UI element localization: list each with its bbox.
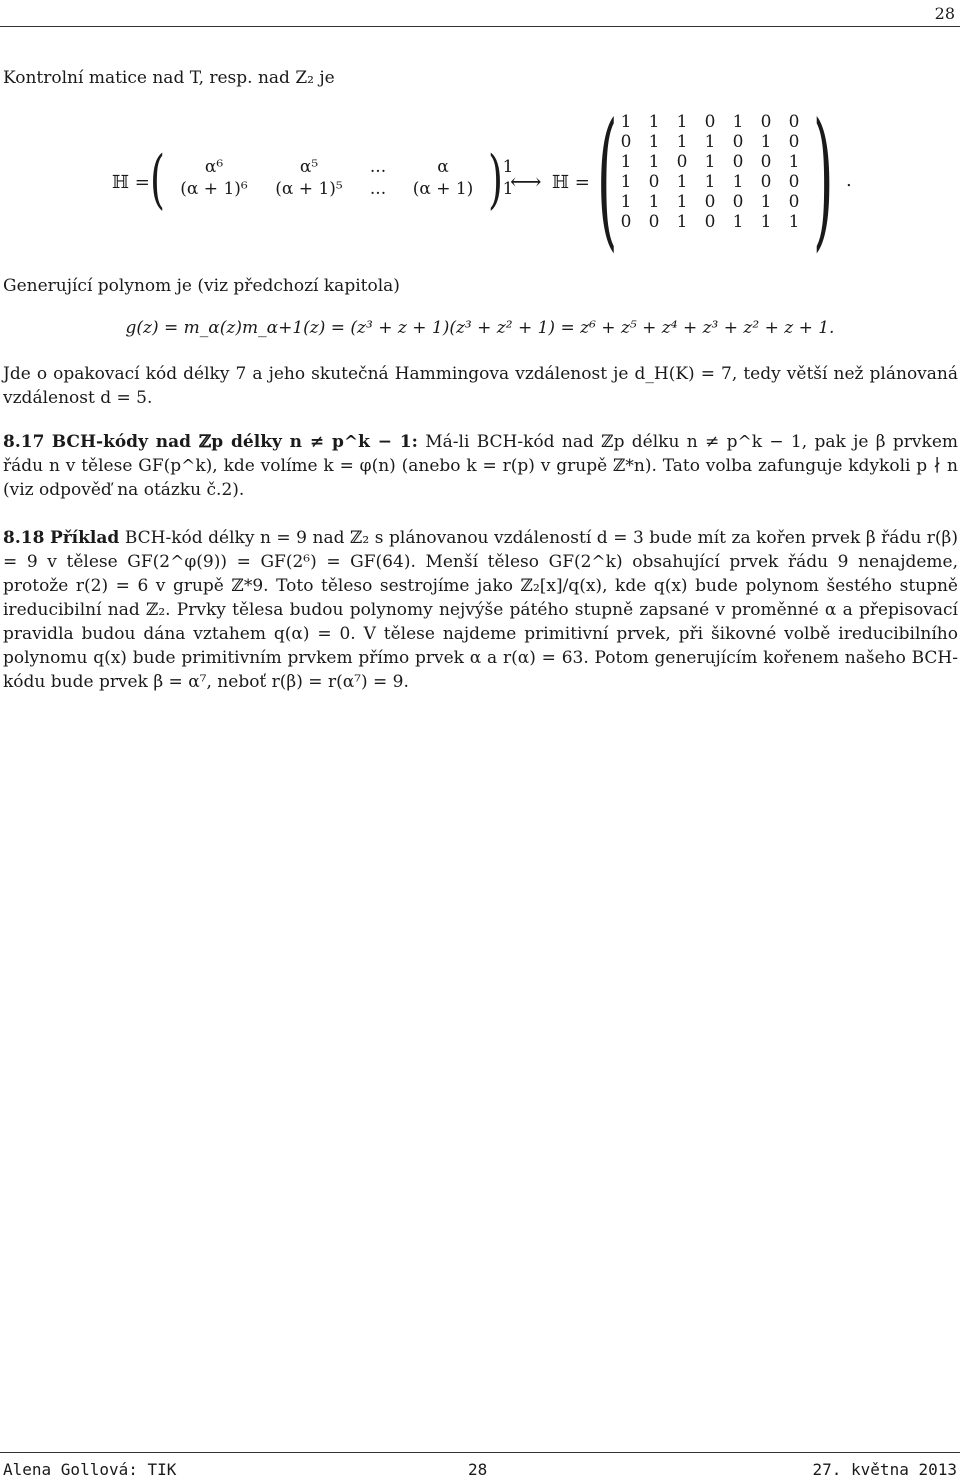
matrix-small-cell: ...	[369, 179, 387, 199]
generator-formula: g(z) = m_α(z)m_α+1(z) = (z³ + z + 1)(z³ + z² + 1) = z⁶ + z⁵ + z⁴ + z³ + z² + z + 1.	[125, 318, 835, 338]
header-rule	[0, 26, 960, 27]
matrix-big-cell: 1	[648, 192, 660, 212]
matrix-big-cell: 0	[788, 172, 800, 192]
matrix-big-right-paren: )	[813, 92, 834, 266]
page-number: 28	[934, 4, 955, 23]
matrix-big-cell: 1	[760, 192, 772, 212]
matrix-big-cell: 1	[620, 192, 632, 212]
section-8-17-text: Má-li BCH-kód nad ℤp délku n ≠ p^k − 1, pak je β prvkem řádu n v tělese GF(p^k), kde volíme k = φ(n) (anebo k = r(p) v grupě ℤ*n). Tato volba zafunguje kdykoli p ∤ n (viz odpověď na otázku č.2).	[3, 432, 958, 500]
matrix-small-right-paren: )	[488, 143, 503, 217]
matrix-big-cell: 1	[620, 172, 632, 192]
matrix-small-cell: ...	[369, 157, 387, 177]
matrix-big-cell: 1	[704, 152, 716, 172]
matrix-big-cell: 0	[788, 192, 800, 212]
matrix-big-cell: 0	[732, 132, 744, 152]
matrix-big-cell: 1	[704, 172, 716, 192]
equivalence-arrow: ⟷	[510, 170, 542, 195]
matrix-big-cell: 0	[620, 132, 632, 152]
matrix-small-cell: 1	[502, 157, 514, 177]
matrix-small	[168, 157, 528, 199]
matrix-small-cell: (α + 1)⁶	[180, 179, 248, 199]
matrix-big-cell: 0	[620, 212, 632, 232]
section-8-17	[3, 430, 958, 502]
matrix-big-cell: 0	[788, 112, 800, 132]
matrix-big-cell: 0	[788, 132, 800, 152]
section-8-17-title: BCH-kódy nad ℤp délky n ≠ p^k − 1:	[51, 432, 418, 452]
matrix-big-cell: 0	[732, 192, 744, 212]
matrix-big-cell: 1	[732, 112, 744, 132]
generator-intro: Generující polynom je (viz předchozí kapitola)	[3, 276, 400, 296]
section-8-18-number: 8.18	[3, 528, 45, 548]
section-8-18-text: BCH-kód délky n = 9 nad ℤ₂ s plánovanou vzdáleností d = 3 bude mít za kořen prvek β řádu r(β) = 9 v tělese GF(2^φ(9)) = GF(2⁶) = GF(64). Menší těleso GF(2^k) obsahující prvek řádu 9 nenajdeme, protože r(2) = 6 v grupě ℤ*9. Toto těleso sestrojíme jako ℤ₂[x]/q(x), kde q(x) bude polynom šestého stupně ireducibilní nad ℤ₂. Prvky tělesa budou polynomy nejvýše pátého stupně zapsané v proměnné α a přepisovací pravidla budou dána vztahem q(α) = 0. V tělese najdeme primitivní prvek, při šikovné volbě ireducibilního polynomu q(x) bude primitivním prvkem přímo prvek α a r(α) = 63. Potom generujícím kořenem našeho BCH-kódu bude prvek β = α⁷, neboť r(β) = r(α⁷) = 9.	[3, 528, 959, 692]
matrix-big-cell: 0	[732, 152, 744, 172]
matrix-small-cell: (α + 1)⁵	[275, 179, 343, 199]
matrix-big-cell: 0	[760, 172, 772, 192]
matrix-big-cell: 1	[788, 152, 800, 172]
matrix-big-cell: 1	[788, 212, 800, 232]
matrix-big-cell: 1	[676, 192, 688, 212]
section-8-17-number: 8.17	[3, 432, 45, 452]
matrix-small-cell: α⁵	[299, 157, 319, 177]
matrix-big-label: ℍ =	[552, 172, 590, 193]
matrix-big-cell: 0	[648, 172, 660, 192]
section-8-18	[3, 526, 958, 694]
matrix-big-cell: 1	[760, 132, 772, 152]
matrix-big-cell: 1	[648, 112, 660, 132]
matrix-big-cell: 1	[676, 172, 688, 192]
matrix-big-cell: 1	[676, 132, 688, 152]
footer-date: 27. května 2013	[812, 1460, 957, 1479]
matrix-small-cell: 1	[502, 179, 514, 199]
matrix-big	[612, 112, 808, 232]
matrix-big-cell: 0	[648, 212, 660, 232]
footer	[0, 1460, 960, 1478]
matrix-big-cell: 1	[648, 152, 660, 172]
matrix-small-cell: α	[437, 157, 449, 177]
matrix-big-cell: 1	[620, 152, 632, 172]
section-8-18-title: Příklad	[49, 528, 120, 548]
footer-author: Alena Gollová: TIK	[3, 1460, 177, 1479]
matrix-big-cell: 1	[676, 112, 688, 132]
matrix-big-cell: 0	[760, 152, 772, 172]
matrix-small-left-paren: (	[150, 143, 165, 217]
matrix-big-cell: 1	[704, 132, 716, 152]
matrix-small-label: ℍ =	[112, 172, 150, 193]
matrix-big-cell: 0	[704, 192, 716, 212]
matrix-big-cell: 1	[648, 132, 660, 152]
matrix-big-cell: 1	[676, 212, 688, 232]
matrix-big-cell: 0	[676, 152, 688, 172]
matrix-big-cell: 1	[732, 172, 744, 192]
matrix-small-cell: α⁶	[204, 157, 224, 177]
matrix-big-left-paren: (	[597, 92, 618, 266]
matrix-big-cell: 1	[732, 212, 744, 232]
hamming-paragraph: Jde o opakovací kód délky 7 a jeho skutečná Hammingova vzdálenost je d_H(K) = 7, tedy větší než plánovaná vzdálenost d = 5.	[3, 364, 958, 408]
matrix-big-cell: 1	[620, 112, 632, 132]
matrix-big-cell: 0	[704, 112, 716, 132]
matrix-small-cell: (α + 1)	[412, 179, 474, 199]
matrix-big-cell: 1	[760, 212, 772, 232]
footer-page: 28	[468, 1460, 488, 1479]
matrix-big-period: .	[846, 170, 852, 191]
matrix-big-cell: 0	[760, 112, 772, 132]
footer-rule	[0, 1452, 960, 1453]
matrix-big-cell: 0	[704, 212, 716, 232]
intro-text: Kontrolní matice nad T, resp. nad Z₂ je	[3, 68, 335, 88]
